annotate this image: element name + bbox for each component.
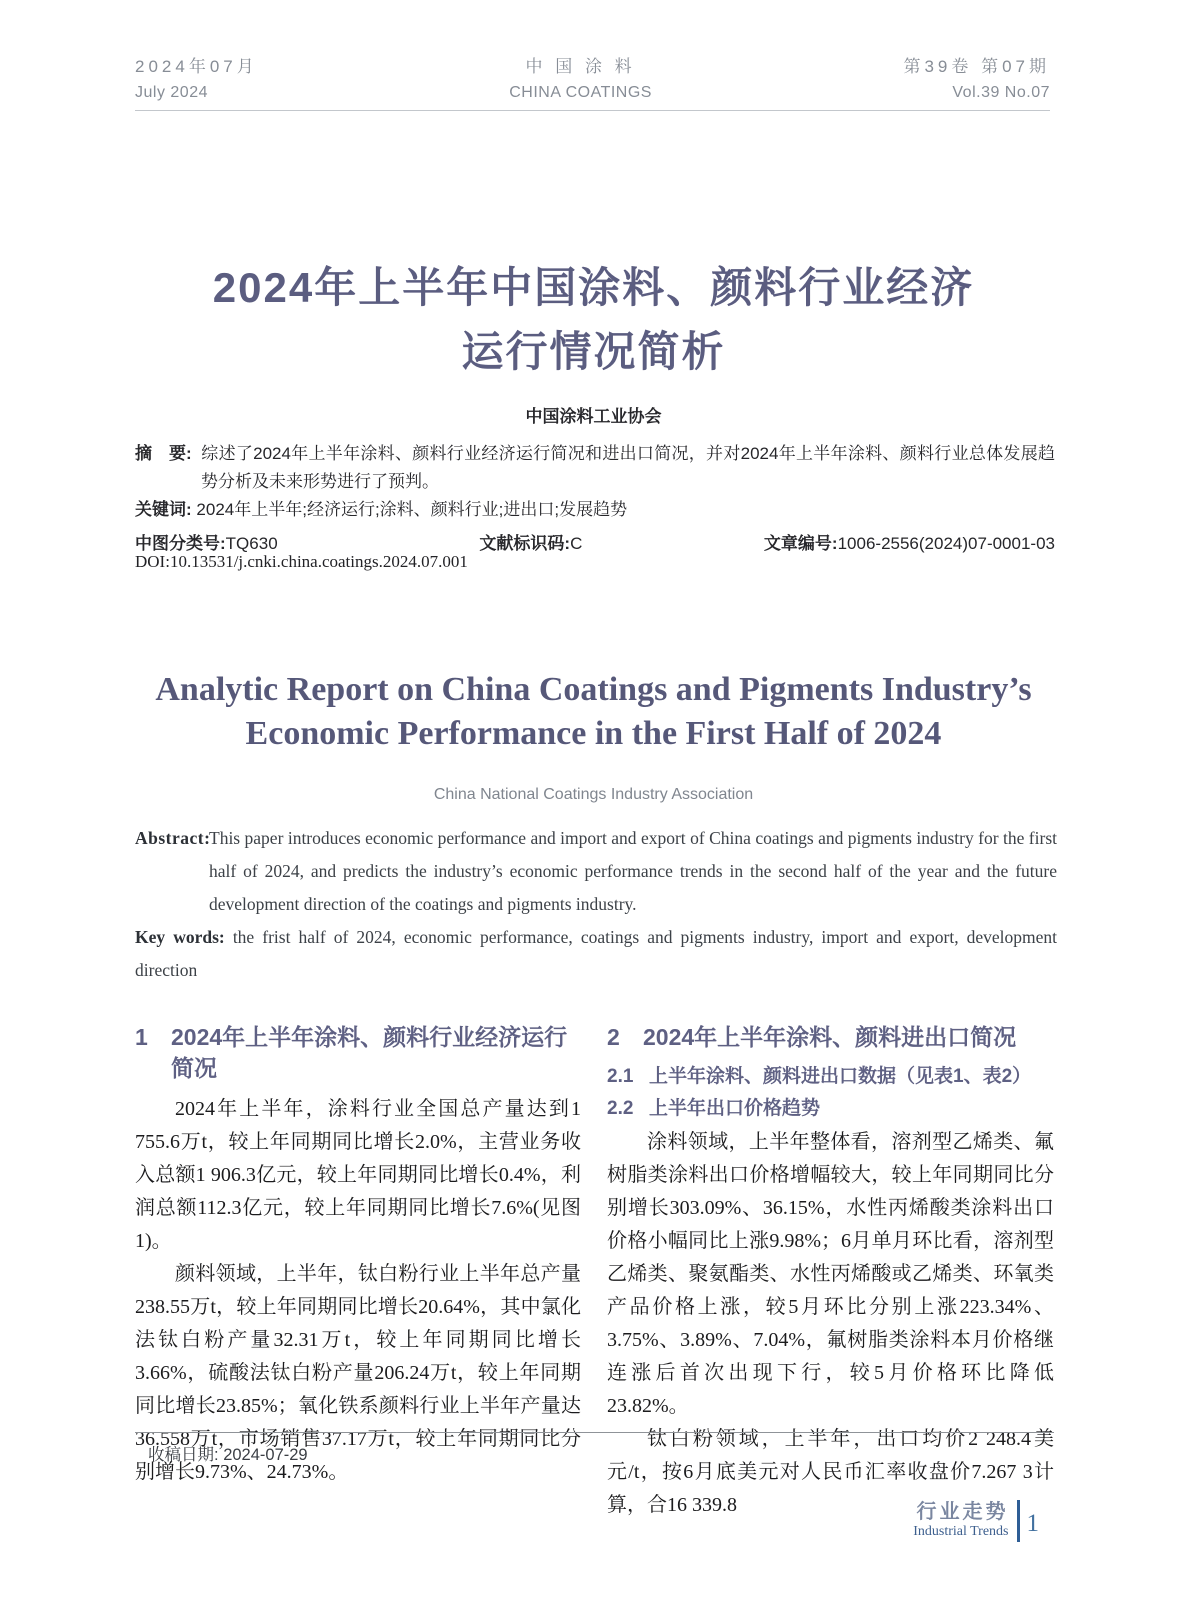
section-2-title: 2024年上半年涂料、颜料进出口简况 <box>643 1024 1017 1050</box>
keywords-cn-label: 关键词: <box>135 500 192 519</box>
doi: DOI:10.13531/j.cnki.china.coatings.2024.07.001 <box>135 552 468 571</box>
keywords-en-label: Key words: <box>135 927 225 947</box>
masthead-issue-cn: 第39卷 第07期 <box>903 57 1050 76</box>
masthead-journal <box>509 54 652 106</box>
document-code-label: 文献标识码: <box>479 534 571 553</box>
section-1-title: 2024年上半年涂料、颜料行业经济运行简况 <box>171 1024 568 1081</box>
article-title-en-line1: Analytic Report on China Coatings and Pigments Industry’s <box>155 671 1032 708</box>
keywords-en <box>135 921 1057 987</box>
section-2-2-title: 上半年出口价格趋势 <box>649 1098 821 1119</box>
received-date-label: 收稿日期: <box>148 1446 219 1464</box>
article-title-cn-line2: 运行情况简析 <box>461 328 726 375</box>
article-title-en <box>60 668 1127 756</box>
column-marker <box>913 1501 1008 1541</box>
page-number: 1 <box>1026 1510 1039 1537</box>
received-date <box>148 1441 308 1465</box>
article-number-label: 文章编号: <box>763 534 838 553</box>
section-2-paragraph: 钛白粉领域，上半年，出口均价2 248.4美元/t，按6月底美元对人民币汇率收盘价7.267 3计算，合16 339.8 <box>607 1428 1054 1516</box>
section-2-1-heading <box>607 1062 1054 1092</box>
abstract-cn <box>135 440 1055 496</box>
section-1-number: 1 <box>135 1024 148 1050</box>
keywords-cn <box>135 496 1055 524</box>
section-2-paragraph: 涂料领域，上半年整体看，溶剂型乙烯类、氟树脂类涂料出口价格增幅较大，较上年同期同比分别增长303.09%、36.15%，水性丙烯酸类涂料出口价格小幅同比上涨9.98%；6月单月环比看，溶剂型乙烯类、聚氨酯类、水性丙烯酸或乙烯类、环氧类产品价格上涨，较5月环比分别上涨223.34%、3.75%、3.89%、7.04%，氟树脂类涂料本月价格继连涨后首次出现下行，较5月价格环比降低23.82%。 <box>607 1131 1054 1417</box>
masthead-divider <box>135 110 1050 111</box>
keywords-en-text: the frist half of 2024, economic performance, coatings and pigments industry, import and export, development direction <box>135 927 1058 980</box>
column-marker-en: Industrial Trends <box>913 1524 1009 1539</box>
article-title-cn-line1: 2024年上半年中国涂料、颜料行业经济 <box>212 264 975 311</box>
article-title-en-line2: Economic Performance in the First Half of 2024 <box>245 715 942 752</box>
section-2-1-number: 2.1 <box>607 1066 634 1087</box>
section-2-number: 2 <box>607 1024 620 1050</box>
abstract-cn-label: 摘 要: <box>135 444 192 463</box>
abstract-en-text: This paper introduces economic performance and import and export of China coatings and pigments industry for the first half of 2024, and predicts the industry’s economic performance trends in the second half of the year and the future development direction of the coatings and pigments industry. <box>209 828 1057 914</box>
section-2-2-heading <box>607 1094 1054 1124</box>
clc-label: 中图分类号: <box>135 534 226 553</box>
masthead-journal-en: CHINA COATINGS <box>509 84 652 101</box>
masthead-issue-en: Vol.39 No.07 <box>952 84 1050 101</box>
footer-divider-bar <box>1017 1500 1020 1542</box>
section-1-paragraph: 颜料领域，上半年，钛白粉行业上半年总产量238.55万t，较上年同期同比增长20.64%，其中氯化法钛白粉产量32.31万t，较上年同期同比增长3.66%，硫酸法钛白粉产量206.24万t，较上年同期同比增长23.85%；氧化铁系颜料行业上半年产量达36.558万t，市场销售37.17万t，较上年同期同比分别增长9.73%、24.73%。 <box>135 1263 581 1483</box>
article-title-cn <box>80 256 1107 384</box>
clc-value: TQ630 <box>225 534 278 553</box>
author-cn: 中国涂料工业协会 <box>525 407 662 426</box>
abstract-block-cn <box>135 440 1055 558</box>
abstract-en <box>135 822 1057 921</box>
section-2-heading <box>607 1022 1054 1053</box>
masthead-issue <box>903 54 1050 106</box>
author-en: China National Coatings Industry Association <box>433 786 754 803</box>
section-1-paragraph: 2024年上半年，涂料行业全国总产量达到1 755.6万t，较上年同期同比增长2.0%，主营业务收入总额1 906.3亿元，较上年同期同比增长0.4%，利润总额112.3亿元，较上年同期同比增长7.6%(见图1)。 <box>135 1098 581 1252</box>
masthead-date-cn: 2024年07月 <box>135 57 258 76</box>
keywords-cn-text: 2024年上半年;经济运行;涂料、颜料行业;进出口;发展趋势 <box>196 500 628 519</box>
section-2-2-number: 2.2 <box>607 1098 634 1119</box>
abstract-block-en <box>135 822 1057 987</box>
document-code-value: C <box>570 534 583 553</box>
column-marker-cn: 行业走势 <box>916 1501 1009 1523</box>
masthead-journal-cn: 中 国 涂 料 <box>525 57 636 76</box>
footnote-divider <box>135 1432 1054 1433</box>
right-column <box>607 1022 1054 1522</box>
article-number-value: 1006-2556(2024)07-0001-03 <box>837 534 1055 553</box>
masthead-date-en: July 2024 <box>135 84 208 101</box>
abstract-en-label: Abstract: <box>135 828 211 848</box>
article-number <box>764 530 1055 558</box>
section-2-1-title: 上半年涂料、颜料进出口数据（见表1、表2） <box>649 1066 1032 1087</box>
section-1-heading <box>135 1022 581 1084</box>
document-code <box>479 530 764 558</box>
received-date-value: 2024-07-29 <box>223 1446 308 1464</box>
masthead <box>135 54 1050 106</box>
abstract-cn-text: 综述了2024年上半年涂料、颜料行业经济运行简况和进出口简况，并对2024年上半年涂料、颜料行业总体发展趋势分析及未来形势进行了预判。 <box>201 444 1055 491</box>
page-footer <box>913 1500 1039 1542</box>
masthead-date <box>135 54 258 106</box>
